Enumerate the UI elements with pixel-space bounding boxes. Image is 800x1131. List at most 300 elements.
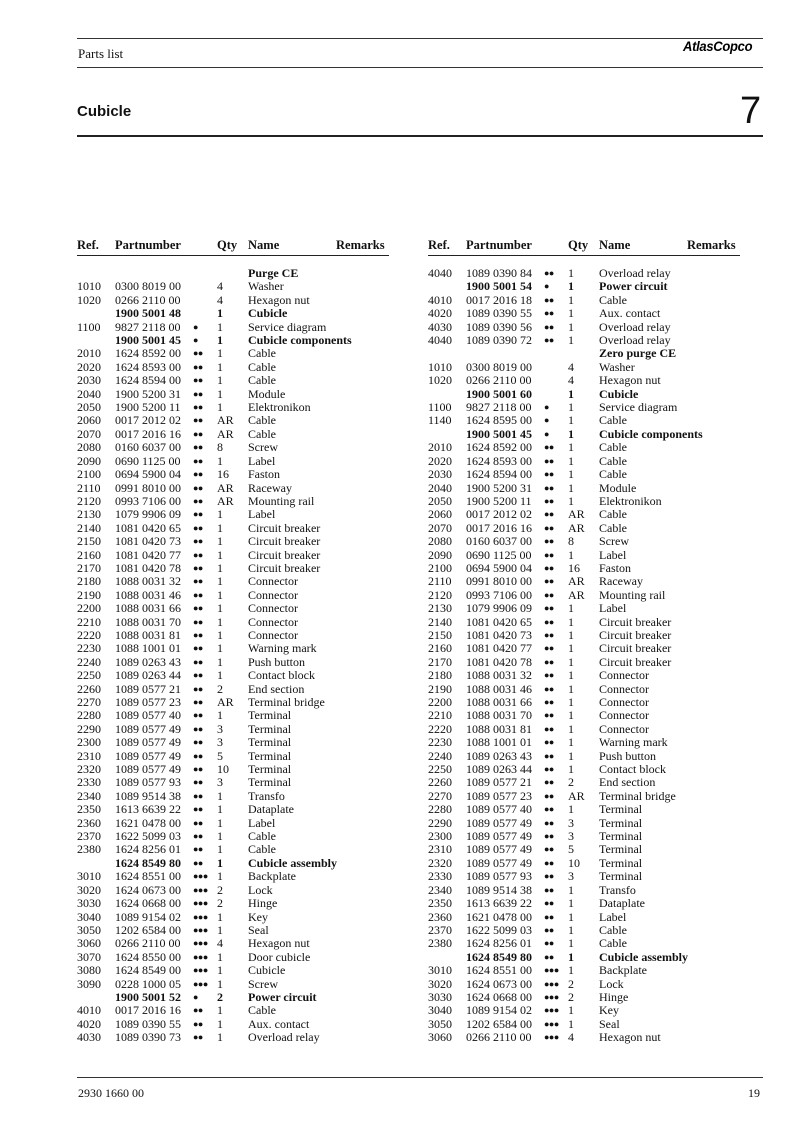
- qty-cell: 1: [568, 601, 574, 616]
- document-number: 2930 1660 00: [78, 1086, 144, 1100]
- qty-cell: 1: [217, 333, 223, 348]
- ref-cell: 2220: [428, 721, 452, 736]
- table-row: [428, 575, 740, 588]
- qty-cell: 4: [568, 1030, 574, 1045]
- name-cell: Terminal: [248, 721, 292, 736]
- name-cell: Door cubicle: [248, 949, 311, 964]
- name-cell: Transfo: [248, 788, 285, 803]
- qty-cell: 1: [217, 507, 223, 522]
- partnumber-cell: 1624 8594 00: [466, 467, 532, 482]
- qty-cell: 1: [568, 480, 574, 495]
- table-row: [77, 482, 389, 495]
- name-cell: Service diagram: [599, 400, 678, 415]
- partnumber-cell: 1089 9514 38: [115, 788, 181, 803]
- table-row: [77, 964, 389, 977]
- ref-cell: 2100: [77, 467, 101, 482]
- table-row: [77, 307, 389, 320]
- name-cell: Connector: [599, 668, 649, 683]
- qty-cell: 4: [217, 936, 223, 951]
- name-cell: Lock: [599, 976, 624, 991]
- name-cell: Power circuit: [599, 279, 668, 294]
- qty-cell: 2: [568, 989, 574, 1004]
- qty-cell: 1: [568, 641, 574, 656]
- qty-cell: 1: [217, 1030, 223, 1045]
- level-dots: ●●: [544, 898, 554, 909]
- partnumber-cell: 1624 8549 80: [466, 949, 532, 964]
- partnumber-cell: 1624 8593 00: [115, 359, 181, 374]
- table-row: [77, 924, 389, 937]
- name-cell: Connector: [248, 627, 298, 642]
- table-row: [428, 347, 740, 360]
- header-name: Name: [248, 238, 280, 252]
- partnumber-cell: 0017 2016 16: [466, 520, 532, 535]
- ref-cell: 1100: [428, 400, 452, 415]
- level-dots: ●●: [544, 589, 554, 600]
- qty-cell: 1: [568, 386, 574, 401]
- table-row: [77, 455, 389, 468]
- level-dots: ●●: [544, 268, 554, 278]
- table-row: [428, 723, 740, 736]
- partnumber-cell: 1900 5001 45: [466, 426, 532, 441]
- table-body: [77, 267, 389, 1045]
- partnumber-cell: 1081 0420 77: [115, 547, 181, 562]
- ref-cell: 2250: [428, 762, 452, 777]
- header-remarks: Remarks: [336, 238, 385, 252]
- ref-cell: 2110: [77, 480, 101, 495]
- name-cell: End section: [248, 681, 305, 696]
- partnumber-cell: 1202 6584 00: [466, 1016, 532, 1031]
- qty-cell: 1: [217, 855, 223, 870]
- level-dots: ●●●: [544, 1018, 559, 1029]
- qty-cell: 3: [217, 735, 223, 750]
- level-dots: ●: [544, 281, 549, 292]
- ref-cell: 2120: [77, 493, 101, 508]
- ref-cell: 3060: [428, 1030, 452, 1045]
- name-cell: Cable: [599, 440, 627, 455]
- ref-cell: 2150: [77, 534, 101, 549]
- header-qty: Qty: [568, 238, 589, 252]
- ref-cell: 2080: [428, 534, 452, 549]
- qty-cell: 1: [568, 266, 574, 280]
- partnumber-cell: 1089 0577 49: [466, 855, 532, 870]
- level-dots: ●●●: [193, 911, 208, 922]
- level-dots: ●●: [193, 697, 203, 707]
- partnumber-cell: 1081 0420 65: [115, 520, 181, 535]
- level-dots: ●: [544, 428, 549, 439]
- table-row: [77, 1004, 389, 1017]
- name-cell: Cable: [599, 453, 627, 468]
- name-cell: Circuit breaker: [248, 520, 321, 535]
- ref-cell: 2310: [77, 748, 101, 763]
- name-cell: Terminal bridge: [248, 695, 325, 709]
- partnumber-cell: 1089 9154 02: [115, 909, 181, 924]
- level-dots: ●●: [193, 469, 203, 480]
- name-cell: Cable: [599, 413, 627, 428]
- partnumber-cell: 1624 8592 00: [115, 346, 181, 361]
- level-dots: ●●: [193, 764, 203, 775]
- level-dots: ●: [193, 321, 198, 332]
- name-cell: Cable: [599, 292, 627, 307]
- table-row: [428, 911, 740, 924]
- table-row: [77, 495, 389, 508]
- table-row: [77, 535, 389, 548]
- table-row: [77, 843, 389, 856]
- qty-cell: AR: [217, 695, 234, 709]
- partnumber-cell: 0690 1125 00: [115, 453, 181, 468]
- qty-cell: 1: [568, 721, 574, 736]
- ref-cell: 2180: [428, 668, 452, 683]
- table-row: [428, 267, 740, 280]
- partnumber-cell: 1081 0420 73: [115, 534, 181, 549]
- name-cell: Overload relay: [248, 1030, 320, 1045]
- ref-cell: 3020: [77, 882, 101, 897]
- table-row: [77, 280, 389, 293]
- level-dots: ●●: [193, 348, 203, 359]
- ref-cell: 2090: [77, 453, 101, 468]
- level-dots: ●●: [544, 536, 554, 547]
- ref-cell: 2060: [428, 507, 452, 522]
- level-dots: ●●: [544, 683, 554, 694]
- ref-cell: 3010: [77, 869, 101, 884]
- table-row: [428, 414, 740, 427]
- partnumber-cell: 1089 0263 44: [115, 668, 181, 683]
- ref-cell: 2360: [77, 815, 101, 830]
- table-row: [77, 709, 389, 722]
- partnumber-cell: 1089 0263 43: [466, 748, 532, 763]
- name-cell: Cable: [248, 842, 276, 857]
- partnumber-cell: 1089 0390 72: [466, 333, 532, 348]
- name-cell: Cable: [248, 829, 276, 844]
- qty-cell: AR: [217, 480, 234, 495]
- qty-cell: 1: [217, 976, 223, 991]
- partnumber-cell: 1621 0478 00: [115, 815, 181, 830]
- table-row: [77, 991, 389, 1004]
- ref-cell: 3090: [77, 976, 101, 991]
- qty-cell: 3: [217, 775, 223, 790]
- table-row: [77, 656, 389, 669]
- table-row: [428, 696, 740, 709]
- name-cell: Cable: [599, 936, 627, 951]
- partnumber-cell: 1621 0478 00: [466, 909, 532, 924]
- partnumber-cell: 1624 8256 01: [115, 842, 181, 857]
- level-dots: ●●: [193, 589, 203, 600]
- level-dots: ●●: [544, 455, 554, 466]
- level-dots: ●●●: [544, 965, 559, 976]
- table-row: [77, 951, 389, 964]
- table-row: [77, 468, 389, 481]
- name-cell: Overload relay: [599, 333, 671, 348]
- ref-cell: 2180: [77, 574, 101, 589]
- partnumber-cell: 1079 9906 09: [115, 507, 181, 522]
- ref-cell: 2050: [77, 400, 101, 415]
- ref-cell: 2140: [77, 520, 101, 535]
- partnumber-cell: 1088 0031 46: [466, 681, 532, 696]
- partnumber-cell: 0300 8019 00: [115, 279, 181, 294]
- partnumber-cell: 1089 0577 49: [466, 815, 532, 830]
- level-dots: ●●: [544, 603, 554, 614]
- qty-cell: 1: [568, 413, 574, 428]
- level-dots: ●●: [193, 375, 203, 386]
- qty-cell: 1: [217, 560, 223, 575]
- qty-cell: 1: [217, 1016, 223, 1031]
- partnumber-cell: 1088 1001 01: [466, 735, 532, 750]
- name-cell: Screw: [599, 534, 629, 549]
- table-row: [77, 1031, 389, 1044]
- qty-cell: 5: [568, 842, 574, 857]
- name-cell: Power circuit: [248, 989, 317, 1004]
- level-dots: ●●: [193, 402, 203, 413]
- level-dots: ●●: [544, 884, 554, 895]
- ref-cell: 2010: [77, 346, 101, 361]
- table-row: [428, 857, 740, 870]
- table-row: [428, 642, 740, 655]
- name-cell: Terminal: [248, 735, 292, 750]
- table-row: [77, 374, 389, 387]
- level-dots: ●●: [193, 428, 203, 439]
- table-row: [428, 964, 740, 977]
- partnumber-cell: 1624 8550 00: [115, 949, 181, 964]
- partnumber-cell: 1622 5099 03: [466, 922, 532, 937]
- level-dots: ●●: [193, 616, 203, 627]
- partnumber-cell: 1624 0673 00: [115, 882, 181, 897]
- name-cell: Key: [248, 909, 268, 924]
- level-dots: ●●: [544, 710, 554, 721]
- name-cell: Hexagon nut: [599, 1030, 661, 1045]
- ref-cell: 2020: [428, 453, 452, 468]
- level-dots: ●●: [544, 951, 554, 962]
- level-dots: ●●: [544, 509, 554, 520]
- partnumber-cell: 1900 5200 11: [466, 493, 532, 508]
- name-cell: Terminal: [599, 855, 643, 870]
- ref-cell: 4020: [77, 1016, 101, 1031]
- table-row: [428, 776, 740, 789]
- table-row: [428, 374, 740, 387]
- level-dots: ●●: [544, 857, 554, 868]
- partnumber-cell: 1088 0031 70: [466, 708, 532, 723]
- name-cell: Aux. contact: [599, 306, 661, 321]
- ref-cell: 2130: [77, 507, 101, 522]
- page-number: 19: [748, 1086, 760, 1100]
- table-row: [428, 817, 740, 830]
- header-rule-bottom: [77, 67, 763, 68]
- table-row: [428, 790, 740, 803]
- ref-cell: 2290: [428, 815, 452, 830]
- table-row: [428, 361, 740, 374]
- qty-cell: 10: [217, 762, 229, 777]
- name-cell: Purge CE: [248, 266, 299, 280]
- qty-cell: 1: [217, 788, 223, 803]
- ref-cell: 2050: [428, 493, 452, 508]
- partnumber-cell: 1079 9906 09: [466, 601, 532, 616]
- ref-cell: 2040: [77, 386, 101, 401]
- partnumber-cell: 0017 2016 16: [115, 426, 181, 441]
- level-dots: ●●●: [193, 924, 208, 935]
- ref-cell: 2320: [428, 855, 452, 870]
- level-dots: ●●: [544, 562, 554, 573]
- ref-cell: 2310: [428, 842, 452, 857]
- ref-cell: 2130: [428, 601, 452, 616]
- ref-cell: 2200: [77, 601, 101, 616]
- name-cell: Terminal: [248, 762, 292, 777]
- qty-cell: 1: [568, 440, 574, 455]
- ref-cell: 2330: [428, 869, 452, 884]
- qty-cell: 1: [217, 627, 223, 642]
- partnumber-cell: 0300 8019 00: [466, 359, 532, 374]
- name-cell: Faston: [248, 467, 281, 482]
- qty-cell: 1: [568, 547, 574, 562]
- partnumber-cell: 1089 0577 40: [466, 802, 532, 817]
- name-cell: Lock: [248, 882, 273, 897]
- partnumber-cell: 1089 0390 73: [115, 1030, 181, 1045]
- table-row: [77, 750, 389, 763]
- partnumber-cell: 1089 0263 44: [466, 762, 532, 777]
- name-cell: Seal: [599, 1016, 620, 1031]
- name-cell: Aux. contact: [248, 1016, 310, 1031]
- name-cell: Mounting rail: [248, 493, 315, 508]
- qty-cell: 1: [217, 654, 223, 669]
- table-row: [428, 683, 740, 696]
- partnumber-cell: 1081 0420 65: [466, 614, 532, 629]
- table-row: [428, 1004, 740, 1017]
- name-cell: Cubicle: [248, 306, 288, 321]
- level-dots: ●●: [544, 764, 554, 775]
- ref-cell: 2230: [428, 735, 452, 750]
- qty-cell: 1: [568, 963, 574, 978]
- name-cell: Service diagram: [248, 319, 327, 334]
- partnumber-cell: 1081 0420 78: [466, 654, 532, 669]
- table-row: [77, 857, 389, 870]
- table-row: [428, 522, 740, 535]
- ref-cell: 2380: [77, 842, 101, 857]
- table-row: [428, 1031, 740, 1044]
- ref-cell: 2290: [77, 721, 101, 736]
- table-row: [428, 495, 740, 508]
- ref-cell: 2280: [428, 802, 452, 817]
- table-row: [428, 937, 740, 950]
- level-dots: ●●: [193, 710, 203, 721]
- table-row: [428, 589, 740, 602]
- ref-cell: 2340: [428, 882, 452, 897]
- table-row: [77, 321, 389, 334]
- level-dots: ●●: [193, 361, 203, 372]
- qty-cell: 1: [217, 815, 223, 830]
- name-cell: Connector: [248, 601, 298, 616]
- table-row: [77, 696, 389, 709]
- header-name: Name: [599, 238, 631, 252]
- name-cell: Elektronikon: [599, 493, 662, 508]
- qty-cell: 1: [217, 453, 223, 468]
- level-dots: ●●●: [544, 991, 559, 1002]
- partnumber-cell: 0017 2012 02: [115, 413, 181, 428]
- qty-cell: 1: [217, 641, 223, 656]
- name-cell: Hexagon nut: [248, 292, 310, 307]
- ref-cell: 2370: [77, 829, 101, 844]
- partnumber-cell: 1089 0577 49: [466, 829, 532, 844]
- ref-cell: 2040: [428, 480, 452, 495]
- ref-cell: 3030: [77, 896, 101, 911]
- qty-cell: 1: [217, 963, 223, 978]
- ref-cell: 2300: [77, 735, 101, 750]
- header-ref: Ref.: [428, 238, 450, 252]
- partnumber-cell: 9827 2118 00: [115, 319, 181, 334]
- qty-cell: 1: [568, 1003, 574, 1018]
- qty-cell: 2: [217, 681, 223, 696]
- name-cell: Contact block: [599, 762, 666, 777]
- table-row: [428, 736, 740, 749]
- name-cell: Contact block: [248, 668, 315, 683]
- name-cell: Faston: [599, 560, 632, 575]
- partnumber-cell: 1089 0390 55: [466, 306, 532, 321]
- level-dots: ●●: [544, 871, 554, 882]
- level-dots: ●●: [544, 777, 554, 788]
- partnumber-cell: 1089 0263 43: [115, 654, 181, 669]
- level-dots: ●●: [193, 804, 203, 815]
- partnumber-cell: 1624 8595 00: [466, 413, 532, 428]
- table-row: [428, 803, 740, 816]
- level-dots: ●●: [544, 817, 554, 828]
- ref-cell: 2240: [77, 654, 101, 669]
- level-dots: ●●: [544, 549, 554, 560]
- partnumber-cell: 0993 7106 00: [115, 493, 181, 508]
- level-dots: ●●: [544, 616, 554, 627]
- level-dots: ●●: [544, 482, 554, 493]
- partnumber-cell: 0694 5900 04: [115, 467, 181, 482]
- table-row: [77, 549, 389, 562]
- table-row: [77, 884, 389, 897]
- name-cell: Terminal: [248, 708, 292, 723]
- partnumber-cell: 1081 0420 78: [115, 560, 181, 575]
- table-row: [77, 441, 389, 454]
- qty-cell: 1: [217, 547, 223, 562]
- partnumber-cell: 0017 2012 02: [466, 507, 532, 522]
- name-cell: Warning mark: [599, 735, 668, 750]
- header-rule-top: [77, 38, 763, 39]
- name-cell: Terminal bridge: [599, 788, 676, 803]
- parts-table-right: [428, 238, 740, 1045]
- name-cell: Cable: [248, 373, 276, 388]
- name-cell: Washer: [599, 359, 635, 374]
- name-cell: Hinge: [248, 896, 278, 911]
- partnumber-cell: 1900 5001 48: [115, 306, 181, 321]
- level-dots: ●●: [193, 603, 203, 614]
- name-cell: Transfo: [599, 882, 636, 897]
- ref-cell: 2260: [77, 681, 101, 696]
- partnumber-cell: 1088 0031 46: [115, 587, 181, 602]
- partnumber-cell: 1089 0577 49: [115, 721, 181, 736]
- table-row: [428, 428, 740, 441]
- level-dots: ●●: [193, 737, 203, 748]
- qty-cell: 1: [217, 386, 223, 401]
- level-dots: ●●: [544, 629, 554, 640]
- partnumber-cell: 0266 2110 00: [115, 936, 181, 951]
- ref-cell: 1010: [428, 359, 452, 374]
- table-row: [77, 776, 389, 789]
- table-row: [77, 897, 389, 910]
- qty-cell: 1: [217, 587, 223, 602]
- partnumber-cell: 0266 2110 00: [466, 1030, 532, 1045]
- name-cell: Hexagon nut: [248, 936, 310, 951]
- atlas-copco-logo: AtlasCopco: [683, 38, 753, 55]
- ref-cell: 3060: [77, 936, 101, 951]
- level-dots: ●●: [544, 924, 554, 935]
- qty-cell: 1: [217, 1003, 223, 1018]
- table-row: [77, 602, 389, 615]
- level-dots: ●●●: [193, 871, 208, 882]
- section-number: 7: [740, 90, 762, 132]
- partnumber-cell: 1624 8551 00: [466, 963, 532, 978]
- level-dots: ●●: [193, 857, 203, 868]
- qty-cell: 2: [568, 775, 574, 790]
